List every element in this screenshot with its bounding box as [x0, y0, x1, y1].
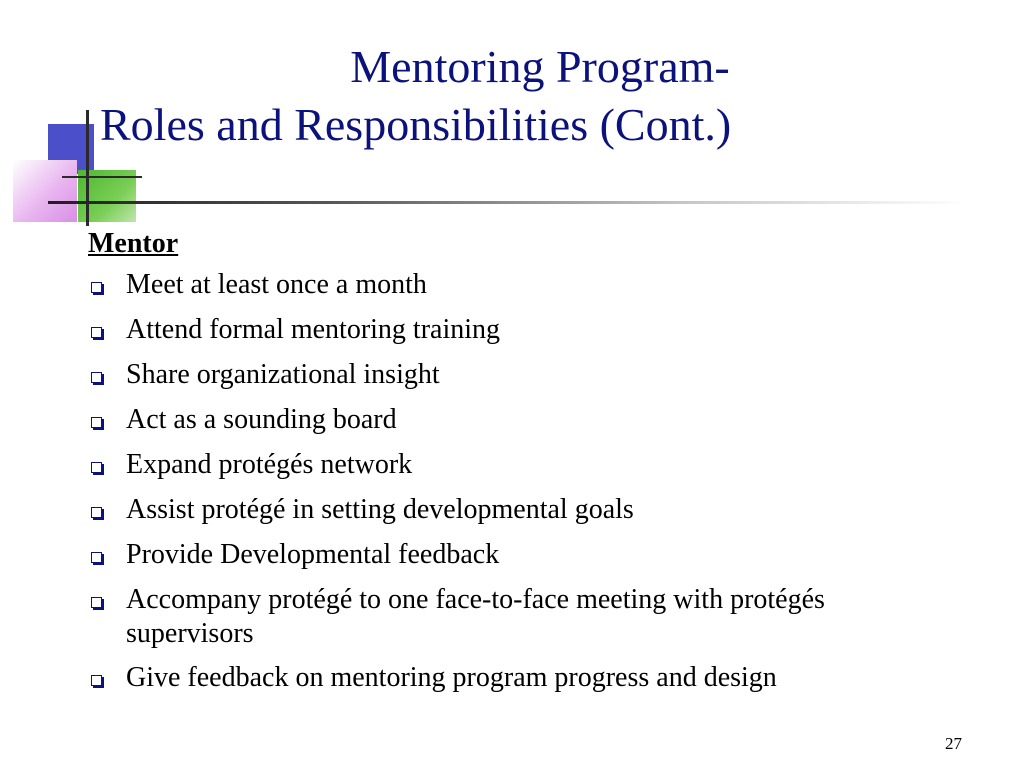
hollow-square-bullet-icon [91, 327, 102, 338]
bullet-item [88, 448, 968, 482]
decorative-vertical-line [86, 110, 89, 226]
page-number: 27 [945, 734, 962, 753]
hollow-square-bullet-icon [91, 462, 102, 473]
bullet-item [88, 493, 968, 527]
bullet-text: Attend formal mentoring training [126, 314, 501, 345]
bullet-list [88, 268, 968, 695]
title-divider-line [48, 201, 968, 204]
bullet-text: Share organizational insight [126, 359, 440, 390]
bullet-text: Give feedback on mentoring program progress and design [126, 662, 777, 693]
hollow-square-bullet-icon [91, 507, 102, 518]
slide-title [100, 38, 980, 154]
slide-body [88, 226, 968, 706]
bullet-item [88, 313, 968, 347]
hollow-square-bullet-icon [91, 417, 102, 428]
bullet-text: Expand protégés network [126, 449, 413, 480]
decorative-purple-square [13, 160, 77, 222]
hollow-square-bullet-icon [91, 282, 102, 293]
hollow-square-bullet-icon [91, 372, 102, 383]
bullet-item [88, 268, 968, 302]
decorative-short-line [62, 176, 142, 178]
hollow-square-bullet-icon [91, 597, 102, 608]
bullet-text: Assist protégé in setting developmental goals [126, 494, 634, 525]
slide-title-line1: Mentoring Program- [350, 41, 730, 92]
hollow-square-bullet-icon [91, 552, 102, 563]
bullet-item [88, 538, 968, 572]
bullet-text: Meet at least once a month [126, 269, 427, 300]
hollow-square-bullet-icon [91, 675, 102, 686]
bullet-text: Accompany protégé to one face-to-face meeting with protégés supervisors [126, 584, 825, 649]
bullet-item [88, 583, 906, 651]
bullet-text: Act as a sounding board [126, 404, 397, 435]
bullet-item [88, 358, 968, 392]
section-heading: Mentor [88, 228, 179, 259]
bullet-item [88, 661, 968, 695]
bullet-text: Provide Developmental feedback [126, 539, 500, 570]
bullet-item [88, 403, 968, 437]
slide-title-line2: Roles and Responsibilities (Cont.) [100, 99, 732, 150]
